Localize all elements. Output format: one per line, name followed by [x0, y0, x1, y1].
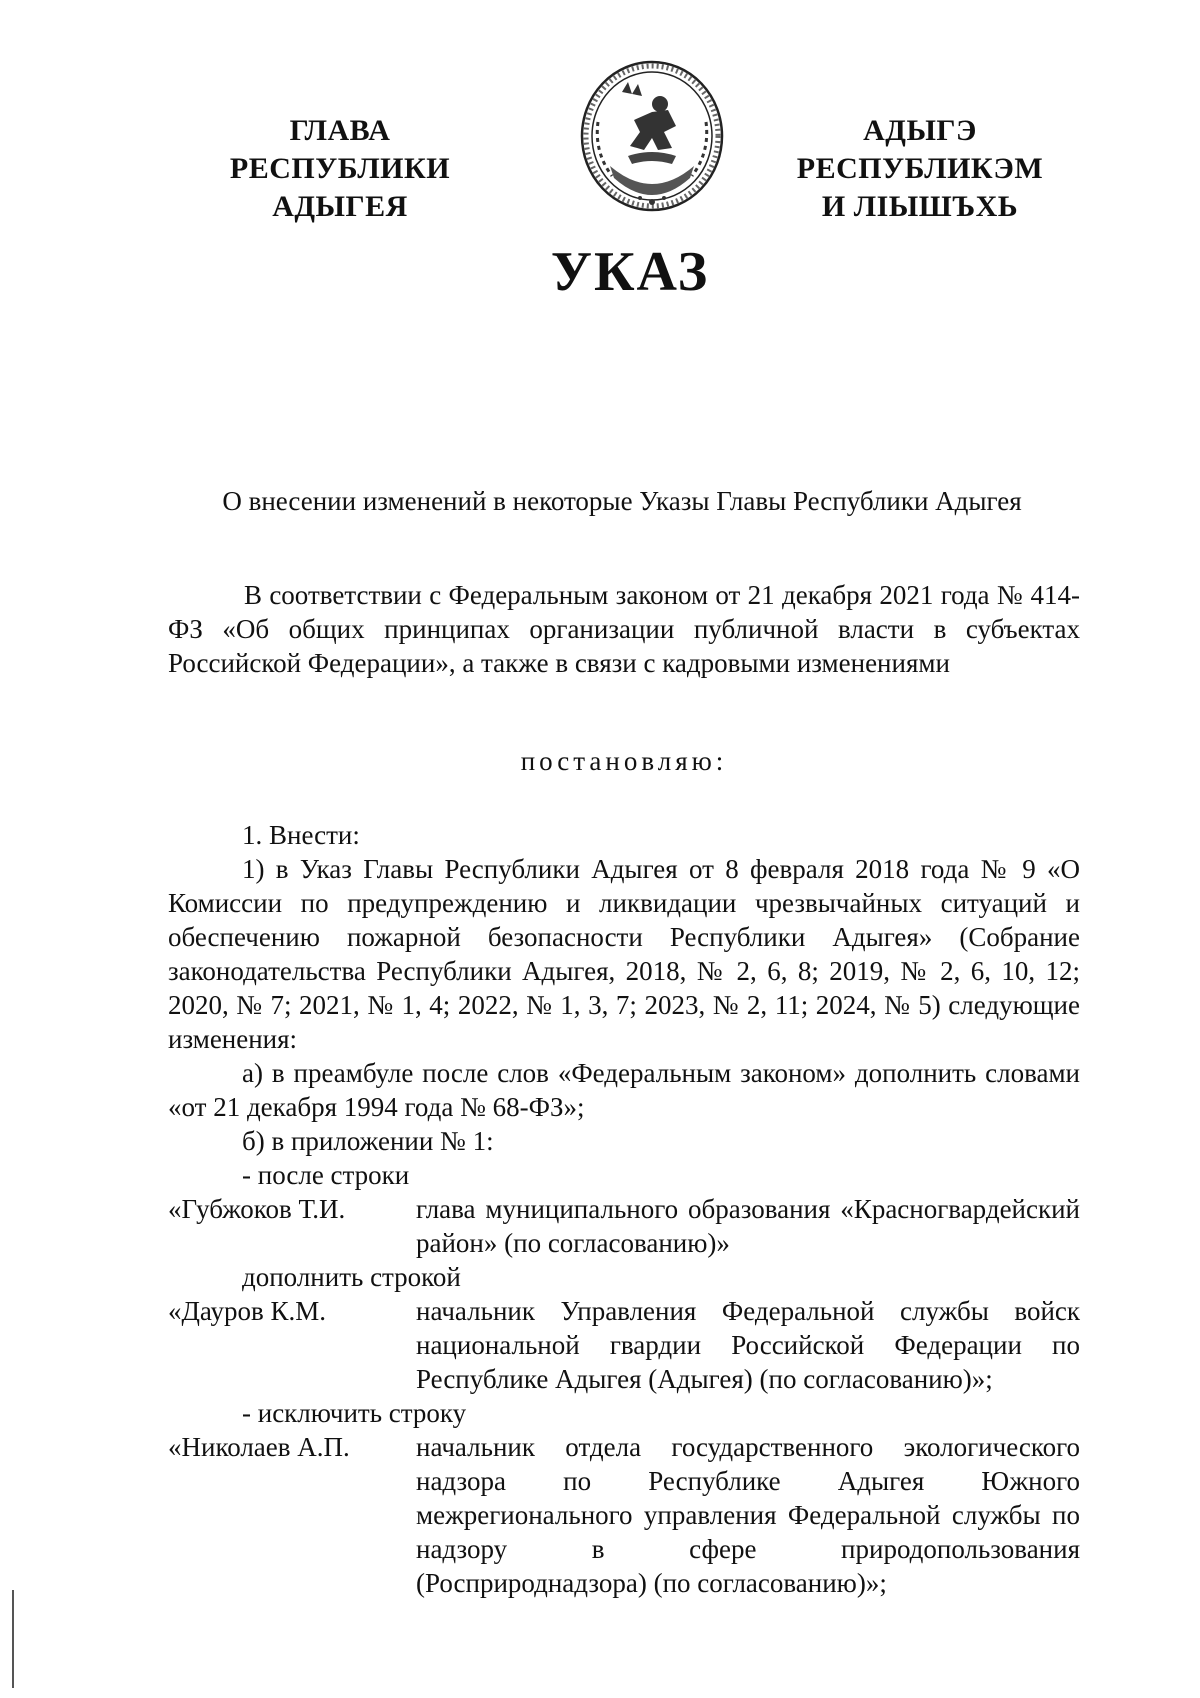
entry-name: «Николаев А.П.	[168, 1432, 350, 1462]
header-right	[740, 112, 1100, 226]
entry-name: «Губжоков Т.И.	[168, 1194, 346, 1224]
item-b: б) в приложении № 1:	[242, 1126, 494, 1156]
header-right-line1: АДЫГЭ РЕСПУБЛИКЭМ	[796, 114, 1044, 185]
document-title: О внесении изменений в некоторые Указы Главы Республики Адыгея	[222, 486, 1022, 516]
item-a: а) в преамбуле после слов «Федеральным законом» дополнить словами «от 21 декабря 1994 года № 68-ФЗ»;	[168, 1058, 1080, 1122]
entry-daurov	[168, 1294, 1080, 1396]
coat-of-arms-icon	[568, 52, 736, 228]
entry-gubzhokov	[168, 1192, 1080, 1260]
decree-word: постановляю:	[520, 746, 728, 776]
preamble	[168, 578, 1080, 680]
header-left-line1: ГЛАВА	[289, 114, 391, 147]
document-type: УКАЗ	[550, 241, 710, 303]
entry-description: глава муниципального образования «Красногвардейский район» (по согласованию)»	[416, 1194, 1080, 1258]
entry-description: начальник Управления Федеральной службы войск национальной гвардии Российской Федерации по Республике Адыгея (Адыгея) (по согласованию)»;	[416, 1296, 1080, 1394]
item-1-1: 1) в Указ Главы Республики Адыгея от 8 февраля 2018 года № 9 «О Комиссии по предупреждению и ликвидации чрезвычайных ситуаций и обеспечению пожарной безопасности Республики Адыгея» (Собрание законодательства Республики Адыгея, 2018, № 2, 6, 8; 2019, № 2, 6, 10, 12; 2020, № 7; 2021, № 1, 4; 2022, № 1, 3, 7; 2023, № 2, 11; 2024, № 5) следующие изменения:	[168, 854, 1080, 1054]
entry-name: «Дауров К.М.	[168, 1296, 327, 1326]
entry-description: начальник отдела государственного экологического надзора по Республике Адыгея Южного межрегионального управления Федеральной службы по надзору в сфере природопользования (Росприроднадзора) (по согласованию)»;	[416, 1432, 1080, 1598]
preamble-text: В соответствии с Федеральным законом от 21 декабря 2021 года № 414-ФЗ «Об общих принципах организации публичной власти в субъектах Российской Федерации», а также в связи с кадровыми изменениями	[168, 580, 1080, 678]
entry-nikolaev	[168, 1430, 1080, 1600]
after-line-label: - после строки	[242, 1160, 410, 1190]
document-body	[168, 818, 1080, 1600]
item-1: 1. Внести:	[242, 820, 360, 850]
scan-margin-mark	[12, 1590, 14, 1688]
header-left-line2: РЕСПУБЛИКИ АДЫГЕЯ	[229, 152, 451, 223]
exclude-line-label: - исключить строку	[242, 1398, 467, 1428]
add-line-label: дополнить строкой	[242, 1262, 461, 1292]
header-right-line2: И ЛІЫШЪХЬ	[821, 190, 1019, 223]
header-left	[160, 112, 520, 226]
